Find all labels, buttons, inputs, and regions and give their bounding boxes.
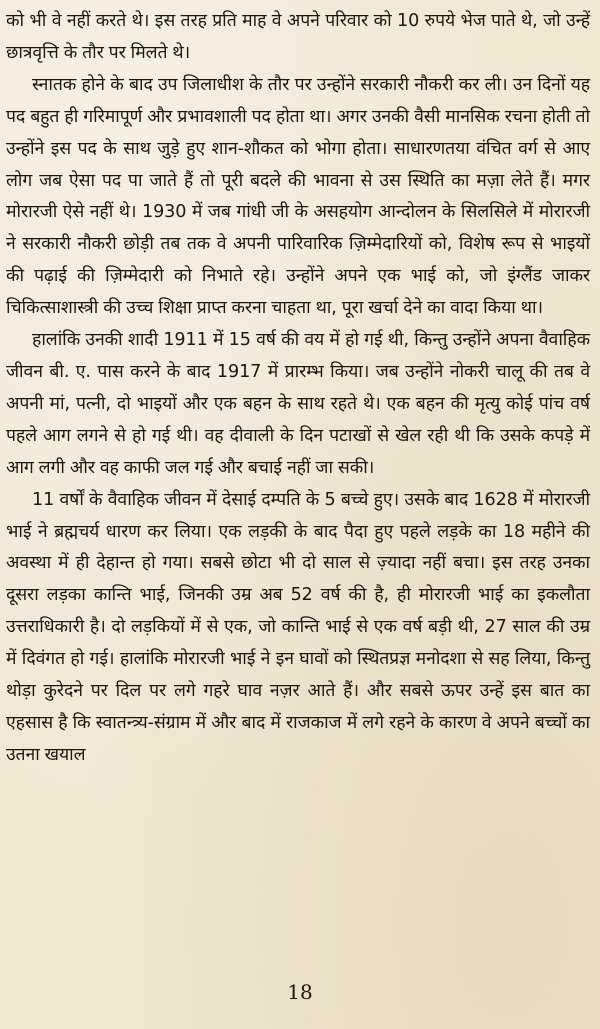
paragraph-government-job: स्नातक होने के बाद उप जिलाधीश के तौर पर उन्होंने सरकारी नौकरी कर ली। उन दिनों यह पद बहुत ही गरिमापूर्ण और प्रभावशाली पद होता था। अगर उनकी वैसी मानसिक रचना होती तो उन्होंने इस पद के साथ जुड़े हुए शान-शौकत को भोगा होता। साधारणतया वंचित वर्ग से आए लोग जब ऐसा पद पा जाते हैं तो पूरी बदले की भावना से उस स्थिति का मज़ा लेते हैं। मगर मोरारजी ऐसे नहीं थे। 1930 में जब गांधी जी के असहयोग आन्दोलन के सिलसिले में मोरारजी ने सरकारी नौकरी छोड़ी तब तक वे अपनी पारिवारिक ज़िम्मेदारियों को, विशेष रूप से भाइयों की पढ़ाई की ज़िम्मेदारी को निभाते रहे। उन्होंने अपने एक भाई को, जो इंग्लैंड जाकर चिकित्साशास्त्री की उच्च शिक्षा प्राप्त करना चाहता था, पूरा खर्चा देने का वादा किया था। — [6, 74, 590, 319]
paragraph-children: 11 वर्षों के वैवाहिक जीवन में देसाई दम्पति के 5 बच्चे हुए। उसके बाद 1628 में मोरारजी भाई ने ब्रह्मचर्य धारण कर लिया। एक लड़की के बाद पैदा हुए पहले लड़के का 18 महीने की अवस्था में ही देहान्त हो गया। सबसे छोटा भी दो साल से ज़्यादा नहीं बचा। इस तरह उनका दूसरा लड़का कान्ति भाई, जिनकी उम्र अब 52 वर्ष की है, ही मोरारजी भाई का इकलौता उत्तराधिकारी है। दो लड़कियों में से एक, जो कान्ति भाई से एक वर्ष बड़ी थी, 27 साल की उम्र में दिवंगत हो गई। हालांकि मोरारजी भाई ने इन घावों को स्थितप्रज्ञ मनोदशा से सह लिया, किन्तु थोड़ा कुरेदने पर दिल पर लगे गहरे घाव नज़र आते हैं। और सबसे ऊपर उन्हें इस बात का एहसास है कि स्वातन्त्र्य-संग्राम में और बाद में राजकाज में लगे रहने के कारण वे अपने बच्चों का उतना खयाल — [6, 489, 590, 765]
paragraph-marriage: हालांकि उनकी शादी 1911 में 15 वर्ष की वय में हो गई थी, किन्तु उन्होंने अपना वैवाहिक जीवन बी. ए. पास करने के बाद 1917 में प्रारम्भ किया। जब उन्होंने नोकरी चालू की तब वे अपनी मां, पत्नी, दो भाइयों और एक बहन के साथ रहते थे। एक बहन की मृत्यु कोई पांच वर्ष पहले आग लगने से हो गई थी। वह दीवाली के दिन पटाखों से खेल रही थी कि उसके कपड़े में आग लगी और वह काफी जल गई और बचाई नहीं जा सकी। — [6, 330, 590, 478]
paragraph-continued: को भी वे नहीं करते थे। इस तरह प्रति माह वे अपने परिवार को 10 रुपये भेज पाते थे, जो उन्हें छात्रवृत्ति के तौर पर मिलते थे। — [6, 11, 590, 63]
page-body — [6, 6, 590, 772]
page-number: 18 — [287, 980, 313, 1004]
